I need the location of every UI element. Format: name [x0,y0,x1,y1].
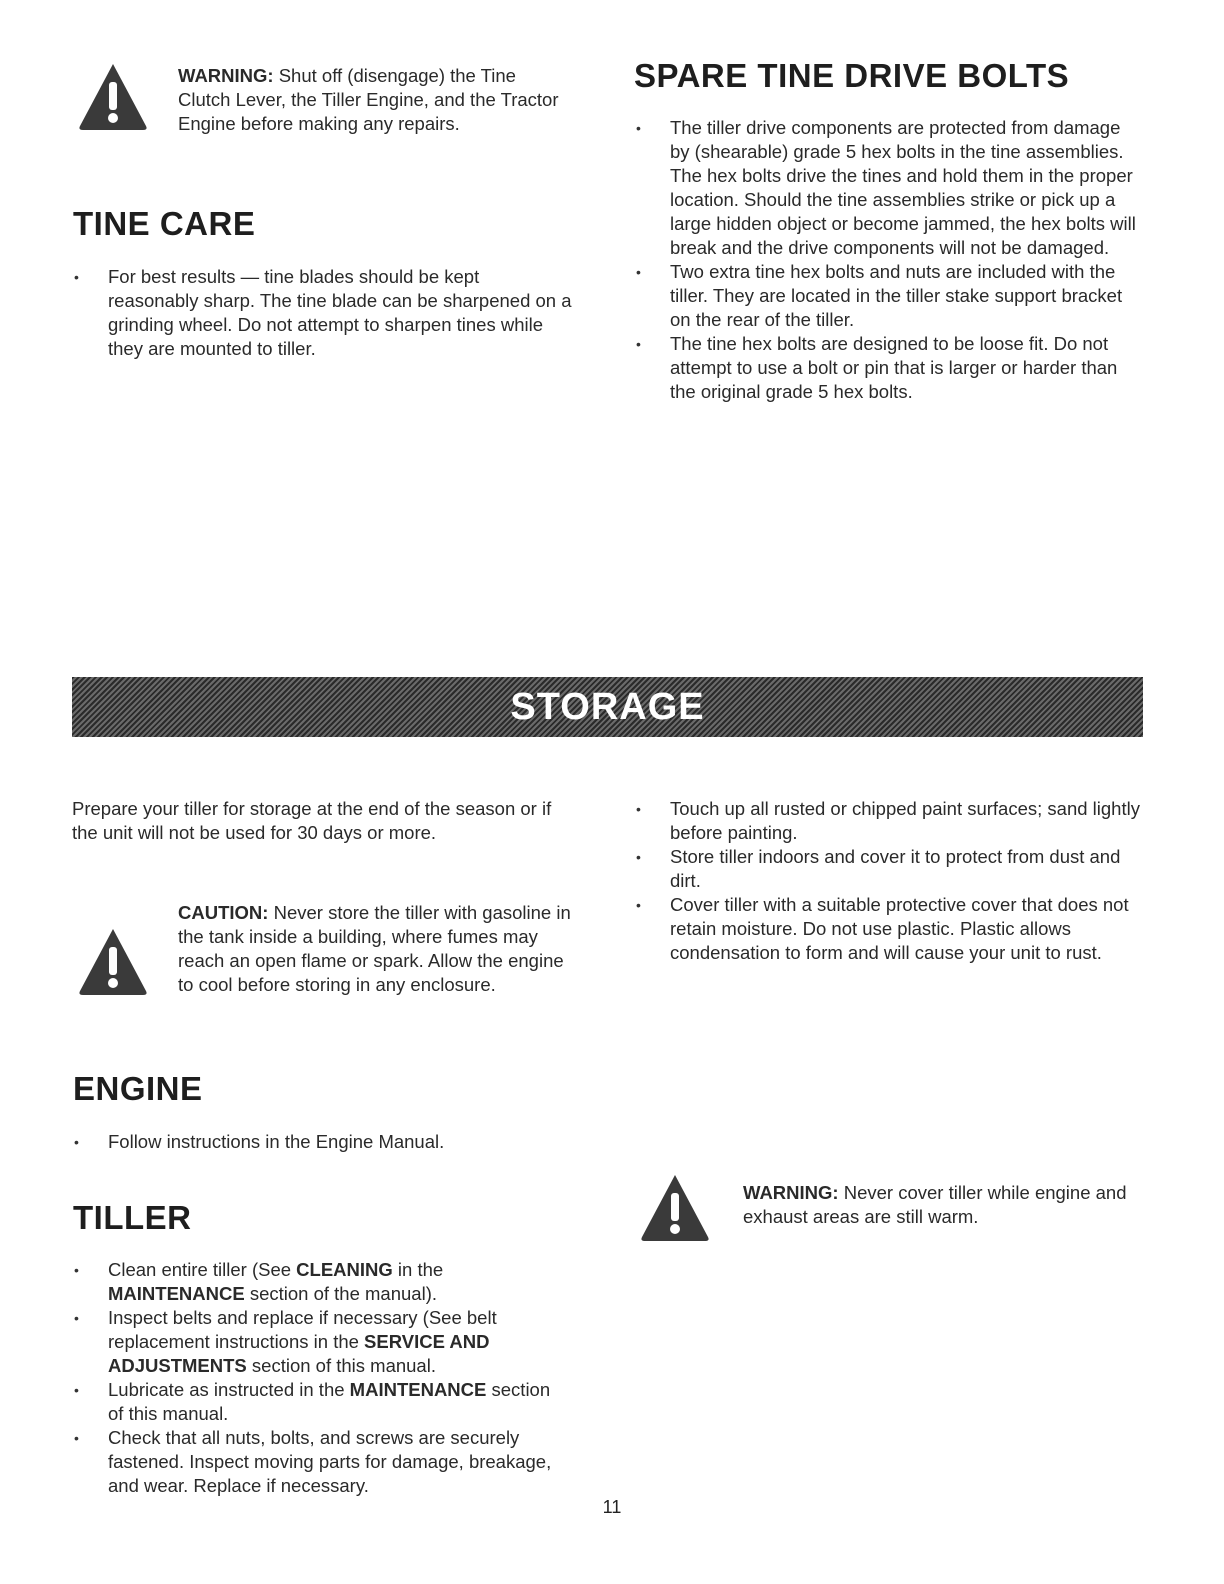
warning-text: Shut off (disengage) the Tine Clutch Lever, the Tiller Engine, and the Tractor Engine before making any repairs. [178,65,559,134]
warning-triangle-icon [76,60,150,132]
warning-label: WARNING: [178,65,274,86]
storage-intro: Prepare your tiller for storage at the end of the season or if the unit will not be used for 30 days or more. [72,798,552,843]
list-item: • Cover tiller with a suitable protective cover that does not retain moisture. Do not use plastic. Plastic allows condensation to form and will cause your unit to rust. [634,893,1144,965]
storage-banner [72,677,1143,737]
storage-list [634,797,1144,965]
tiller-list [72,1258,562,1498]
caution-text: Never store the tiller with gasoline in the tank inside a building, where fumes may reach an open flame or spark. Allow the engine to cool before storing in any enclosure. [178,902,571,995]
text-span: Inspect belts and replace if necessary (See belt replacement instructions in the [108,1307,497,1352]
caution-label: CAUTION: [178,902,269,923]
storage-title: STORAGE [510,685,705,728]
list-item: • Store tiller indoors and cover it to protect from dust and dirt. [634,845,1144,893]
text-span: section of the manual). [244,1283,438,1304]
tine-care-list [72,265,572,361]
cleaning-ref: CLEANING [296,1259,393,1280]
list-item [72,1258,562,1306]
maintenance-ref: MAINTENANCE [108,1283,245,1304]
text-span: Clean entire tiller (See [108,1259,297,1280]
page-number: 11 [602,1497,622,1517]
spare-bolts-heading: SPARE TINE DRIVE BOLTS [634,57,1070,94]
engine-list [72,1130,572,1154]
list-item: • The tiller drive components are protected from damage by (shearable) grade 5 hex bolts in the tine assemblies. The hex bolts drive the tines and hold them in the proper location. Should the tine assemblies strike or pick up a large hidden object or become jammed, the hex bolts will break and the drive components will not be damaged. [634,116,1144,260]
bottom-warning [743,1181,1143,1229]
list-item: • The tine hex bolts are designed to be loose fit. Do not attempt to use a bolt or pin that is larger or harder than the original grade 5 hex bolts. [634,332,1144,404]
tiller-heading: TILLER [73,1199,192,1236]
maintenance-ref: MAINTENANCE [349,1379,487,1400]
warning-label: WARNING: [743,1182,839,1203]
warning-triangle-icon [638,1171,712,1243]
warning-text: Never cover tiller while engine and exhaust areas are still warm. [743,1182,1127,1227]
list-item: • Follow instructions in the Engine Manual. [72,1130,572,1154]
text-span: Lubricate as instructed in the [108,1379,350,1400]
tine-care-heading: TINE CARE [73,205,256,242]
text-span: section of this manual. [246,1355,436,1376]
list-item: • For best results — tine blades should be kept reasonably sharp. The tine blade can be sharpened on a grinding wheel. Do not attempt to sharpen tines while they are mounted to tiller. [72,265,572,361]
text-span: in the [392,1259,444,1280]
list-item: • Touch up all rusted or chipped paint surfaces; sand lightly before painting. [634,797,1144,845]
top-warning [178,64,563,136]
list-item: • Two extra tine hex bolts and nuts are included with the tiller. They are located in the tiller stake support bracket on the rear of the tiller. [634,260,1144,332]
text-span: section of this manual. [108,1379,551,1424]
service-adjustments-ref: SERVICE AND ADJUSTMENTS [108,1331,490,1376]
engine-heading: ENGINE [73,1070,203,1107]
storage-caution [178,901,578,997]
caution-triangle-icon [76,925,150,997]
list-item [72,1378,562,1426]
spare-bolts-list [634,116,1144,404]
list-item [72,1306,562,1378]
list-item: • Check that all nuts, bolts, and screws are securely fastened. Inspect moving parts for damage, breakage, and wear. Replace if necessary. [72,1426,562,1498]
